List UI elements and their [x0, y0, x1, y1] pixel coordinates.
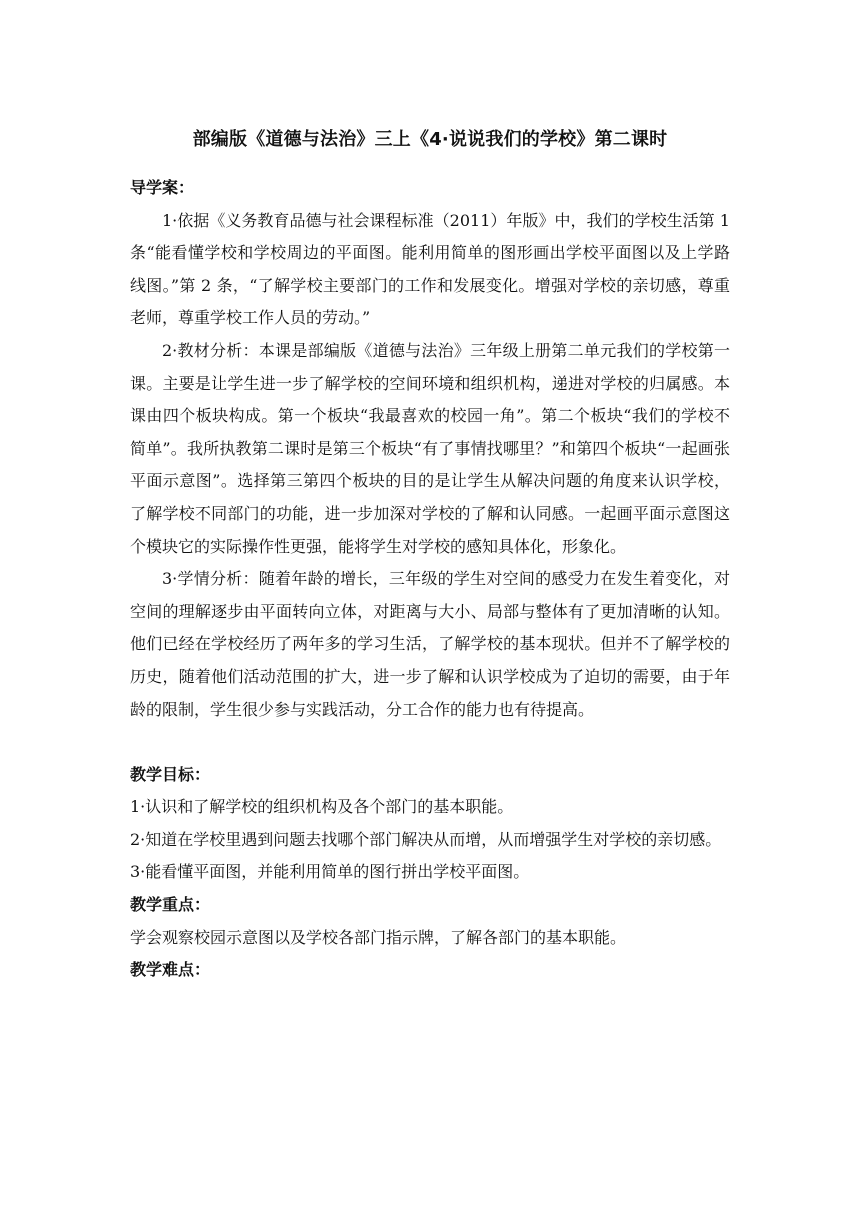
document-title: 部编版《道德与法治》三上《4·说说我们的学校》第二课时 — [192, 129, 668, 150]
guide-paragraph-2: 2·教材分析：本课是部编版《道德与法治》三年级上册第二单元我们的学校第一课。主要是让学生进一步了解学校的空间环境和组织机构，递进对学校的归属感。本课由四个板块构成。第一个板块“我最喜欢的校园一角”。第二个板块“我们的学校不简单”。我所执教第二课时是第三个板块“有了事情找哪里？”和第四个板块“一起画张平面示意图”。选择第三第四个板块的目的是让学生从解决问题的角度来认识学校，了解学校不同部门的功能，进一步加深对学校的了解和认同感。一起画平面示意图这个模块它的实际操作性更强，能将学生对学校的感知具体化，形象化。 — [130, 340, 730, 556]
document-body — [130, 172, 730, 987]
section-gap — [130, 726, 730, 759]
guide-heading: 导学案： — [130, 178, 195, 197]
guide-paragraph-1: 1·依据《义务教育品德与社会课程标准（2011）年版》中，我们的学校生活第 1 条“能看懂学校和学校周边的平面图。能利用简单的图形画出学校平面图以及上学路线图。”第 2 条，“了解学校主要部门的工作和发展变化。增强对学校的亲切感，尊重老师，尊重学校工作人员的劳动。” — [130, 210, 730, 328]
difficulty-heading: 教学难点： — [130, 960, 211, 980]
key-point-text: 学会观察校园示意图以及学校各部门指示牌，了解各部门的基本职能。 — [130, 927, 627, 947]
goals-heading: 教学目标： — [130, 764, 211, 784]
guide-paragraph-3: 3·学情分析：随着年龄的增长，三年级的学生对空间的感受力在发生着变化，对空间的理解逐步由平面转向立体，对距离与大小、局部与整体有了更加清晰的认知。他们已经在学校经历了两年多的学习生活，了解学校的基本现状。但并不了解学校的历史，随着他们活动范围的扩大，进一步了解和认识学校成为了迫切的需要，由于年龄的限制，学生很少参与实践活动，分工合作的能力也有待提高。 — [130, 569, 730, 719]
goal-item-3: 3·能看懂平面图，并能利用简单的图行拼出学校平面图。 — [130, 862, 530, 882]
goal-item-2: 2·知道在学校里遇到问题去找哪个部门解决从而增，从而增强学生对学校的亲切感。 — [130, 829, 722, 849]
key-point-heading: 教学重点： — [130, 895, 211, 915]
goal-item-1: 1·认识和了解学校的组织机构及各个部门的基本职能。 — [130, 797, 514, 817]
